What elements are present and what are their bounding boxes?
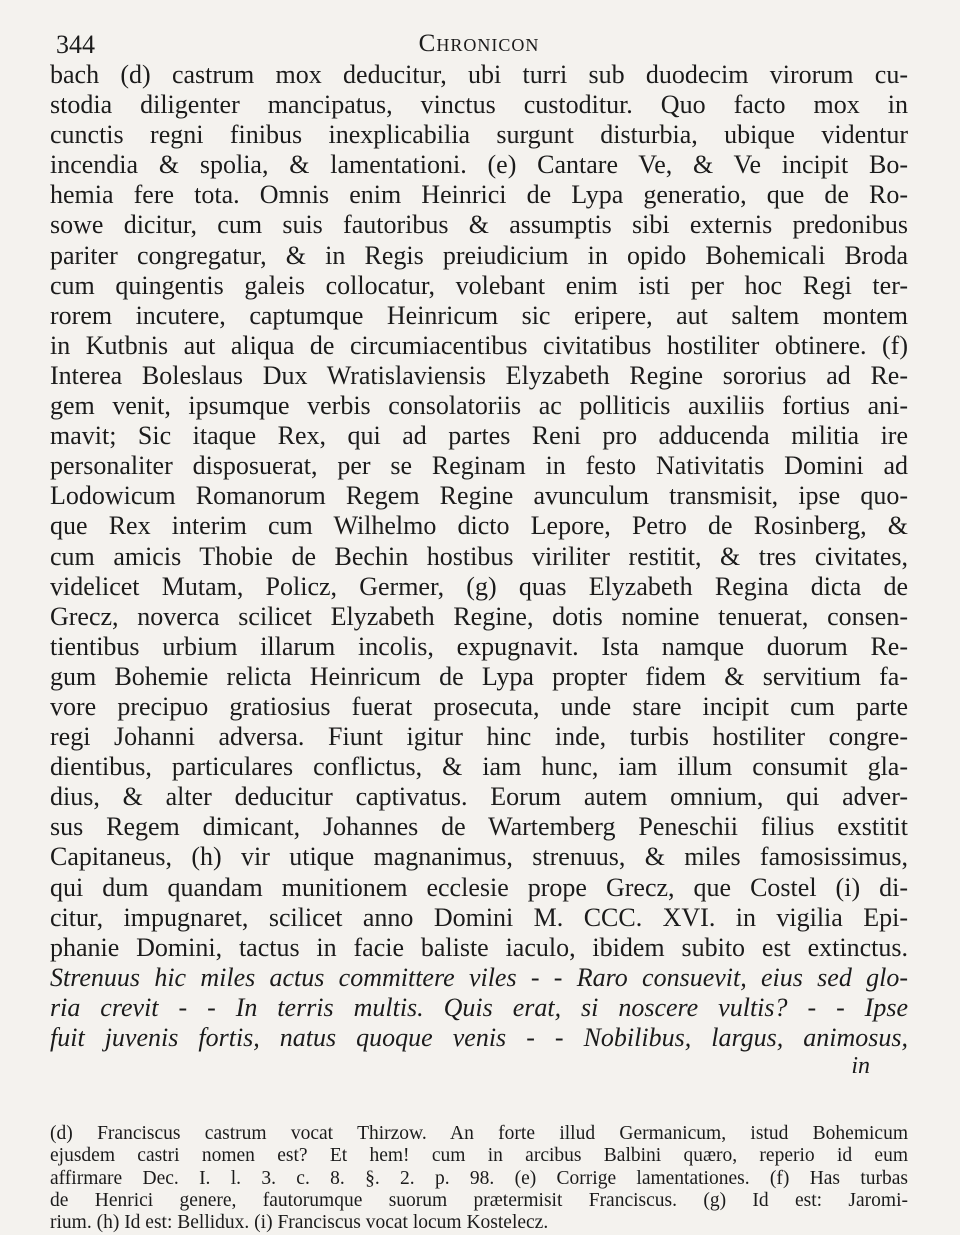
- verse-line: Strenuus hic miles actus committere viles - - Raro consuevit, eius sed glo-: [50, 962, 908, 992]
- text-line: regi Johanni adversa. Fiunt igitur hinc inde, turbis hostiliter congre-: [50, 722, 908, 752]
- text-line: personaliter disposuerat, per se Reginam in festo Nativitatis Domini ad: [50, 451, 908, 481]
- page-header: [50, 16, 908, 60]
- text-line: qui dum quandam munitionem ecclesie prope Grecz, que Costel (i) di-: [50, 872, 908, 902]
- verse-line: fuit juvenis fortis, natus quoque venis - - Nobilibus, largus, animosus,: [50, 1023, 908, 1052]
- text-line: que Rex interim cum Wilhelmo dicto Lepore, Petro de Rosinberg, &: [50, 511, 908, 541]
- text-line: sus Regem dimicant, Johannes de Wartemberg Peneschii filius exstitit: [50, 812, 908, 842]
- text-line: in Kutbnis aut aliqua de circumiacentibus civitatibus hostiliter obtinere. (f): [50, 330, 908, 360]
- text-line: Capitaneus, (h) vir utique magnanimus, strenuus, & miles famosissimus,: [50, 842, 908, 872]
- text-line: pariter congregatur, & in Regis preiudicium in opido Bohemicali Broda: [50, 240, 908, 270]
- text-line: mavit; Sic itaque Rex, qui ad partes Reni pro adducenda militia ire: [50, 421, 908, 451]
- footnote-line: affirmare Dec. I. l. 3. c. 8. §. 2. p. 98. (e) Corrige lamentationes. (f) Has turbas: [50, 1167, 908, 1189]
- text-line: cunctis regni finibus inexplicabilia surgunt disturbia, ubique videntur: [50, 120, 908, 150]
- footnote-line: rium. (h) Id est: Bellidux. (i) Franciscus vocat locum Kostelecz.: [50, 1212, 549, 1234]
- text-line: sowe dicitur, cum suis fautoribus & assumptis sibi externis predonibus: [50, 210, 908, 240]
- text-line: cum quingentis galeis collocatur, volebant enim isti per hoc Regi ter-: [50, 270, 908, 300]
- footnote-line: de Henrici genere, fautorumque suorum prætermisit Franciscus. (g) Id est: Jaromi-: [50, 1189, 908, 1211]
- text-line: Grecz, noverca scilicet Elyzabeth Regine, dotis nomine tenuerat, consen-: [50, 601, 908, 631]
- text-line: cum amicis Thobie de Bechin hostibus viriliter restitit, & tres civitates,: [50, 541, 908, 571]
- main-text: [50, 60, 908, 1079]
- footnotes: [50, 1123, 908, 1234]
- text-line: citur, impugnaret, scilicet anno Domini M. CCC. XVI. in vigilia Epi-: [50, 902, 908, 932]
- text-line: tientibus urbium illarum incolis, expugnavit. Ista namque duorum Re-: [50, 631, 908, 661]
- verse-line: ria crevit - - In terris multis. Quis erat, si noscere vultis? - - Ipse: [50, 992, 908, 1022]
- text-line: Lodowicum Romanorum Regem Regine avunculum transmisit, ipse quo-: [50, 481, 908, 511]
- page-number: 344: [56, 30, 95, 59]
- text-line: Interea Boleslaus Dux Wratislaviensis Elyzabeth Regine sororius ad Re-: [50, 360, 908, 390]
- text-line: vore precipuo gratiosius fuerat prosecuta, unde stare incipit cum parte: [50, 691, 908, 721]
- text-line: rorem incutere, captumque Heinricum sic eripere, aut saltem montem: [50, 300, 908, 330]
- running-title: Chronicon: [418, 30, 540, 57]
- text-line: gem venit, ipsumque verbis consolatoriis ac polliticis auxiliis fortius ani-: [50, 391, 908, 421]
- text-line: stodia diligenter mancipatus, vinctus custoditur. Quo facto mox in: [50, 90, 908, 120]
- footnote-line: ejusdem castri nomen est? Et hem! cum in arcibus Balbini quæro, reperio id eum: [50, 1145, 908, 1167]
- text-line: dientibus, particulares conflictus, & iam hunc, iam illum consumit gla-: [50, 752, 908, 782]
- footnote-line: (d) Franciscus castrum vocat Thirzow. An forte illud Germanicum, istud Bohemicum: [50, 1123, 908, 1145]
- text-line: hemia fere tota. Omnis enim Heinrici de Lypa generatio, que de Ro-: [50, 180, 908, 210]
- text-line: videlicet Mutam, Policz, Germer, (g) quas Elyzabeth Regina dicta de: [50, 571, 908, 601]
- catchword: in: [851, 1053, 870, 1080]
- text-line: incendia & spolia, & lamentationi. (e) Cantare Ve, & Ve incipit Bo-: [50, 150, 908, 180]
- footnote-separator: [50, 1079, 908, 1107]
- text-line: gum Bohemie relicta Heinricum de Lypa propter fidem & servitium fa-: [50, 661, 908, 691]
- text-line: phanie Domini, tactus in facie baliste iaculo, ibidem subito est extinctus.: [50, 932, 908, 962]
- text-line: bach (d) castrum mox deducitur, ubi turri sub duodecim virorum cu-: [50, 60, 908, 89]
- text-line: dius, & alter deducitur captivatus. Eorum autem omnium, qui adver-: [50, 782, 908, 812]
